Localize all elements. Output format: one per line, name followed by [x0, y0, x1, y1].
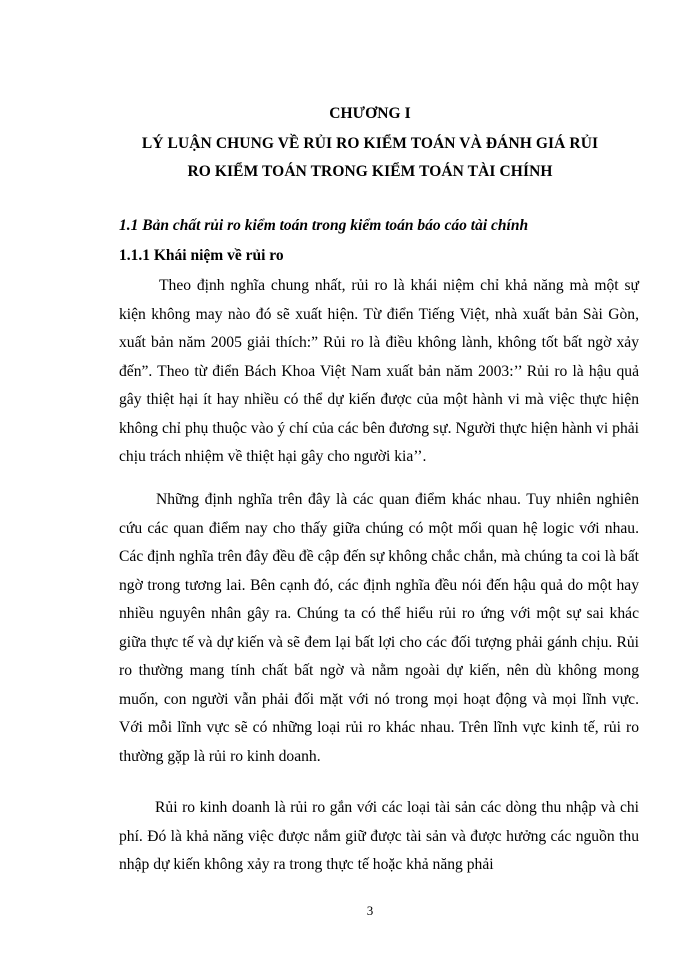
section-heading-1-1: 1.1 Bản chất rủi ro kiểm toán trong kiểm toán báo cáo tài chính [119, 217, 529, 234]
section-heading-1-1-1: 1.1.1 Khái niệm về rủi ro [119, 247, 284, 264]
paragraph-1: Theo định nghĩa chung nhất, rủi ro là khái niệm chỉ khả năng mà một sự kiện không may nào đó sẽ xuất hiện. Từ điển Tiếng Việt, nhà xuất bản Sài Gòn, xuất bản năm 2005 giải thích:” Rủi ro là điều không lành, không tốt bất ngờ xảy đến”. Theo từ điển Bách Khoa Việt Nam xuất bản năm 2003:’’ Rủi ro là hậu quả gây thiệt hại ít hay nhiều có thể dự kiến được của một hành vi mà việc thực hiện không chỉ phụ thuộc vào ý chí của các bên đương sự. Người thực hiện hành vi phải chịu trách nhiệm về thiệt hại gây cho người kia’’. [119, 277, 639, 465]
chapter-number: CHƯƠNG I [329, 105, 411, 122]
paragraph-3: Rủi ro kinh doanh là rủi ro gắn với các loại tài sản các dòng thu nhập và chi phí. Đó là khả năng việc được nắm giữ được tài sản và được hưởng các nguồn thu nhập dự kiến không xảy ra trong thực tế hoặc khả năng phải [119, 799, 639, 873]
page-number: 3 [366, 903, 374, 918]
paragraph-2: Những định nghĩa trên đây là các quan điểm khác nhau. Tuy nhiên nghiên cứu các quan điểm nay cho thấy giữa chúng có một mối quan hệ logic với nhau. Các định nghĩa trên đây đều đề cập đến sự không chắc chắn, mà chúng ta coi là bất ngờ trong tương lai. Bên cạnh đó, các định nghĩa đều nói đến hậu quả do một hay nhiều nguyên nhân gây ra. Chúng ta có thể hiểu rủi ro ứng với một sự sai khác giữa thực tế và dự kiến và sẽ đem lại bất lợi cho các đối tượng phải gánh chịu. Rủi ro thường mang tính chất bất ngờ và nằm ngoài dự kiến, nên dù không mong muốn, con người vẫn phải đối mặt với nó trong mọi hoạt động và mọi lĩnh vực. Với mỗi lĩnh vực sẽ có những loại rủi ro khác nhau. Trên lĩnh vực kinh tế, rủi ro thường gặp là rủi ro kinh doanh. [119, 491, 639, 765]
chapter-title-line-1: LÝ LUẬN CHUNG VỀ RỦI RO KIỂM TOÁN VÀ ĐÁNH GIÁ RỦI [141, 135, 599, 152]
chapter-title-line-2: RO KIỂM TOÁN TRONG KIỂM TOÁN TÀI CHÍNH [187, 163, 553, 180]
